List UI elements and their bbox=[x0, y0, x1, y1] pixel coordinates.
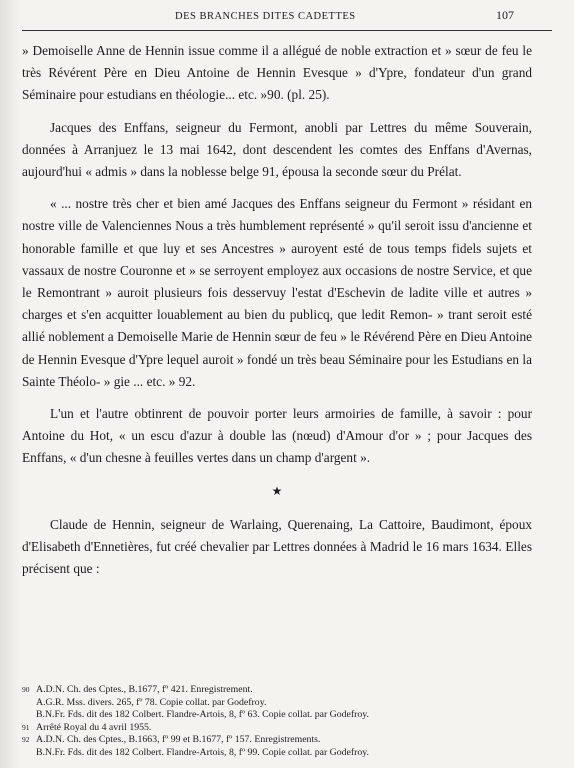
footnote-number: 90 bbox=[22, 685, 30, 694]
footnote-text: A.D.N. Ch. des Cptes., B.1677, fº 421. Enregistrement. bbox=[36, 684, 253, 695]
page-header bbox=[0, 8, 574, 28]
footnote-92-line-1 bbox=[22, 734, 542, 747]
section-star: ★ bbox=[271, 483, 283, 498]
footnote-text: Arrêté Royal du 4 avril 1955. bbox=[36, 721, 152, 733]
footnote-number: 92 bbox=[22, 735, 30, 745]
page-number: 107 bbox=[496, 8, 514, 22]
footnote-92-line-2: B.N.Fr. Fds. dit des 182 Colbert. Flandre-Artois, 8, fº 99. Copie collat. par Godefroy. bbox=[36, 746, 370, 758]
footnote-91 bbox=[22, 722, 542, 735]
footnote-number: 91 bbox=[22, 722, 30, 732]
footnotes bbox=[22, 684, 542, 760]
header-rule bbox=[22, 30, 552, 31]
paragraph-quote-end: » Demoiselle Anne de Hennin issue comme il a allégué de noble extraction et » sœur de feu le très Révérent Père en Dieu Antoine de Hennin Evesque » d'Ypre, fondateur d'un grand Séminaire pour estudians en théologie... etc. »90. (pl. 25). bbox=[22, 43, 532, 103]
paragraph-letters-quote: « ... nostre très cher et bien amé Jacques des Enffans seigneur du Fermont » résidant en nostre ville de Valenciennes Nous a très humblement représenté » qu'il seroit issu d'ancienne et honorable famille et que luy et ses Ancestres » auroyent esté de tous temps fidels sujets et vassaux de nostre Couronne et » se serroyent employez aux occasions de nostre Service, et que le Remontrant » auroit plusieurs fois desservuy l'estat d'Eschevin de ladite ville et autres » charges et s'en acquitter louablement au bien du publicq, que ledit Remon- » trant seroit esté allié noblement a Demoiselle Marie de Hennin sœur de feu » le Révérend Père en Dieu Antoine de Hennin Evesque d'Ypre lequel auroit » fondé un très beau Séminaire pour les Estudians en la Sainte Théolo- » gie ... etc. » 92. bbox=[22, 196, 532, 389]
paragraph-jacques: Jacques des Enffans, seigneur du Fermont, anobli par Lettres du même Souverain, données à Arranjuez le 13 mai 1642, dont descendent les comtes des Enffans d'Avernas, aujourd'hui « admis » dans la noblesse belge 91, épousa la seconde sœur du Prélat. bbox=[22, 119, 532, 180]
main-text bbox=[22, 40, 532, 580]
footnote-90-line-1 bbox=[22, 684, 542, 697]
footnote-text: A.D.N. Ch. des Cptes., B.1663, fº 99 et B.1677, fº 157. Enregistrements. bbox=[36, 734, 321, 746]
paragraph-armorials: L'un et l'autre obtinrent de pouvoir porter leurs armoiries de famille, à savoir : pour Antoine du Hot, « un escu d'azur à double las (nœud) d'Amour d'or » ; pour Jacques des Enffans, « d'un chesne à feuilles vertes dans un champ d'argent ». bbox=[22, 406, 532, 466]
footnote-90-line-2: A.G.R. Mss. divers. 265, fº 78. Copie collat. par Godefroy. bbox=[36, 696, 267, 708]
scan-shadow bbox=[0, 0, 20, 768]
paragraph-claude: Claude de Hennin, seigneur de Warlaing, Querenaing, La Cattoire, Baudimont, époux d'Elisabeth d'Ennetières, fut créé chevalier par Lettres données à Madrid le 16 mars 1634. Elles précisent que : bbox=[22, 516, 532, 577]
footnote-90-line-3: B.N.Fr. Fds. dit des 182 Colbert. Flandre-Artois, 8, fº 63. Copie collat. par Godefroy. bbox=[36, 709, 370, 721]
running-title: DES BRANCHES DITES CADETTES bbox=[175, 11, 356, 22]
